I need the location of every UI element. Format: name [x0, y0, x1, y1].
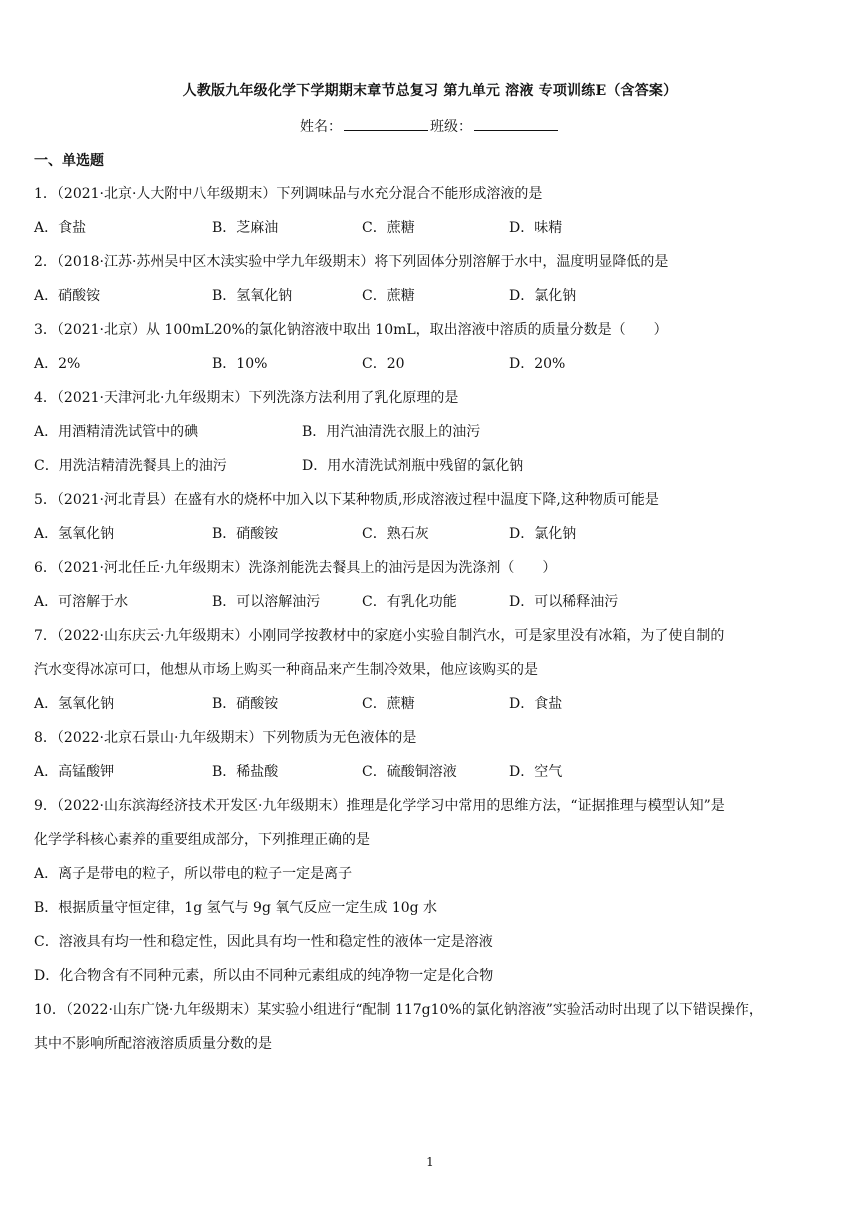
question-4-option-d: D．用水清洗试剂瓶中残留的氯化钠 [302, 458, 524, 474]
class-blank[interactable] [474, 118, 558, 131]
question-4-stem: 4．（2021·天津河北·九年级期末）下列洗涤方法利用了乳化原理的是 [34, 390, 459, 406]
question-8-option-a: A．高锰酸钾 [34, 764, 115, 780]
question-6-stem: 6．（2021·河北任丘·九年级期末）洗涤剂能洗去餐具上的油污是因为洗涤剂（ ） [34, 560, 557, 576]
question-4-option-c: C．用洗洁精清洗餐具上的油污 [34, 458, 227, 474]
question-2-option-b: B．氢氧化钠 [212, 288, 293, 304]
class-label: 班级： [430, 119, 472, 135]
question-9-stem-line-2: 化学学科核心素养的重要组成部分，下列推理正确的是 [34, 832, 370, 848]
question-7-option-c: C．蔗糖 [362, 696, 415, 712]
question-2-option-d: D．氯化钠 [509, 288, 577, 304]
question-9-option-b: B．根据质量守恒定律，1g 氢气与 9g 氧气反应一定生成 10g 水 [34, 900, 438, 916]
question-8-option-d: D．空气 [509, 764, 563, 780]
page-number: 1 [426, 1155, 434, 1169]
question-2-stem: 2．（2018·江苏·苏州吴中区木渎实验中学九年级期末）将下列固体分别溶解于水中，温度明显降低的是 [34, 254, 669, 270]
question-10-stem-line-1: 10．（2022·山东广饶·九年级期末）某实验小组进行“配制 117g10%的氯化钠溶液”实验活动时出现了以下错误操作， [34, 1002, 763, 1018]
question-6-option-a: A．可溶解于水 [34, 594, 129, 610]
question-2-option-a: A．硝酸铵 [34, 288, 101, 304]
section-title: 一、单选题 [34, 153, 104, 169]
question-5-stem: 5．（2021·河北青县）在盛有水的烧杯中加入以下某种物质,形成溶液过程中温度下降,这种物质可能是 [34, 492, 659, 508]
question-4-option-a: A．用酒精清洗试管中的碘 [34, 424, 199, 440]
question-1-option-a: A．食盐 [34, 220, 87, 236]
question-1-option-c: C．蔗糖 [362, 220, 415, 236]
question-3-option-c: C．20 [362, 356, 405, 372]
question-2-option-c: C．蔗糖 [362, 288, 415, 304]
question-7-stem-line-2: 汽水变得冰凉可口，他想从市场上购买一种商品来产生制冷效果，他应该购买的是 [34, 662, 538, 678]
question-3-stem: 3．（2021·北京）从 100mL20%的氯化钠溶液中取出 10mL，取出溶液中溶质的质量分数是（ ） [34, 322, 668, 338]
question-7-option-a: A．氢氧化钠 [34, 696, 115, 712]
page-title: 人教版九年级化学下学期期末章节总复习 第九单元 溶液 专项训练E（含答案） [182, 83, 678, 99]
name-label: 姓名： [300, 119, 342, 135]
question-8-option-b: B．稀盐酸 [212, 764, 279, 780]
question-9-option-c: C．溶液具有均一性和稳定性，因此具有均一性和稳定性的液体一定是溶液 [34, 934, 493, 950]
name-blank[interactable] [344, 118, 428, 131]
question-1-option-d: D．味精 [509, 220, 563, 236]
question-1-stem: 1．（2021·北京·人大附中八年级期末）下列调味品与水充分混合不能形成溶液的是 [34, 186, 543, 202]
question-6-option-c: C．有乳化功能 [362, 594, 457, 610]
question-6-option-d: D．可以稀释油污 [509, 594, 619, 610]
question-1-option-b: B．芝麻油 [212, 220, 279, 236]
question-4-option-b: B．用汽油清洗衣服上的油污 [302, 424, 481, 440]
question-10-stem-line-2: 其中不影响所配溶液溶质质量分数的是 [34, 1036, 272, 1052]
student-info-line [0, 116, 860, 136]
question-5-option-c: C．熟石灰 [362, 526, 429, 542]
question-7-option-d: D．食盐 [509, 696, 563, 712]
question-5-option-a: A．氢氧化钠 [34, 526, 115, 542]
question-9-option-a: A．离子是带电的粒子，所以带电的粒子一定是离子 [34, 866, 353, 882]
question-5-option-d: D．氯化钠 [509, 526, 577, 542]
question-3-option-d: D．20% [509, 356, 566, 372]
question-3-option-b: B．10% [212, 356, 268, 372]
question-9-option-d: D．化合物含有不同种元素，所以由不同种元素组成的纯净物一定是化合物 [34, 968, 494, 984]
question-9-stem-line-1: 9．（2022·山东滨海经济技术开发区·九年级期末）推理是化学学习中常用的思维方法，“证据推理与模型认知”是 [34, 798, 725, 814]
question-8-stem: 8．（2022·北京石景山·九年级期末）下列物质为无色液体的是 [34, 730, 417, 746]
question-6-option-b: B．可以溶解油污 [212, 594, 321, 610]
question-8-option-c: C．硫酸铜溶液 [362, 764, 457, 780]
question-7-option-b: B．硝酸铵 [212, 696, 279, 712]
question-3-option-a: A．2% [34, 356, 81, 372]
question-5-option-b: B．硝酸铵 [212, 526, 279, 542]
question-7-stem-line-1: 7．（2022·山东庆云·九年级期末）小刚同学按教材中的家庭小实验自制汽水，可是家里没有冰箱，为了使自制的 [34, 628, 725, 644]
